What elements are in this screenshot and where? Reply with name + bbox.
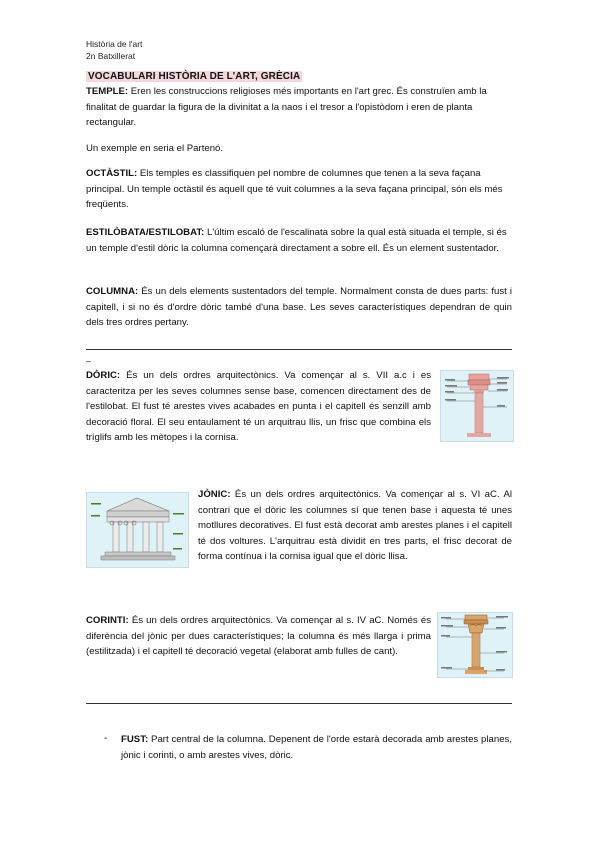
term-jonic: JÒNIC:	[198, 489, 231, 500]
definition-columna: És un dels elements sustentadors del temple. Normalment consta de dues parts: fust i capitell, i si no és d'ordre dòric també d'una base. Les seves característiques dependran de quin dels tres ordres pertany.	[86, 286, 512, 328]
entry-jonic	[198, 487, 512, 565]
entry-estilobata	[86, 225, 512, 256]
corinthian-order-diagram	[437, 612, 513, 678]
term-estilobata: ESTILÒBATA/ESTILOBAT:	[86, 227, 205, 238]
entry-columna	[86, 284, 512, 331]
entry-doric	[86, 368, 431, 446]
entry-octastil	[86, 166, 512, 213]
term-temple: TEMPLE:	[86, 86, 129, 97]
term-columna: COLUMNA:	[86, 286, 139, 297]
definition-doric: És un dels ordres arquitectònics. Va començar al s. VII a.c i es caracteritza per les seves columnes sense base, comencen directament des de l'estilobat. El fust té arestes vives acabades en punta i el capitell és senzill amb decoració floral. El seu entaulament té un arquitrau llis, un frisc que combina els tríglifs amb les mètopes i la cornisa.	[86, 370, 431, 443]
ionic-temple-illustration	[87, 493, 188, 567]
definition-fust: Part central de la columna. Depenent de l'orde estarà decorada amb arestes planes, jònic i corinti, o amb arestes vives, dòric.	[121, 734, 512, 761]
definition-corinti: És un dels ordres arquitectònics. Va començar al s. IV aC. Només és diferència del jònic per dues característiques; la columna és més llarga i prima (estilitzada) i el capitell té decoració vegetal (elaborat amb fulles de cant).	[86, 615, 431, 657]
ionic-order-diagram	[86, 492, 189, 568]
header-subject: Història de l'art	[86, 39, 143, 49]
separator-line-1	[86, 349, 512, 350]
doric-order-diagram	[440, 370, 514, 442]
term-octastil: OCTÀSTIL:	[86, 168, 138, 179]
document-header	[86, 38, 142, 62]
separator-line-2	[86, 703, 512, 704]
term-corinti: CORINTI:	[86, 615, 129, 626]
entry-temple	[86, 84, 512, 131]
term-doric: DÒRIC:	[86, 370, 121, 381]
bullet-dash: -	[104, 733, 108, 744]
header-course: 2n Batxillerat	[86, 51, 136, 61]
definition-temple: Eren les construccions religioses més importants en l'art grec. És construïen amb la finalitat de guardar la figura de la divinitat a la naos i el tresor a l'opistòdom i eren de planta rectangular.	[86, 86, 487, 128]
definition-jonic: És un dels ordres arquitectònics. Va començar al s. VI aC. Al contrari que el dòric les columnes sí que tenen base i aquesta té unes motllures decoratives. El fust està decorat amb arestes planes i el capitell té dos voltures. L'arquitrau està dividit en tres parts, el frisc decorat de forma contínua i la cornisa igual que el dòric llisa.	[198, 489, 512, 562]
doric-column-illustration	[441, 371, 513, 441]
definition-estilobata: L'últim escaló de l'escalinata sobre la qual està situada el temple, si és un temple d'estil dòric la columna començarà directament a sobre ell. És un element sustentador.	[86, 227, 507, 254]
page-title: VOCABULARI HISTÒRIA DE L'ART, GRÈCIA	[88, 71, 301, 82]
separator-dash: _	[86, 352, 92, 362]
definition-octastil: Els temples es classifiquen pel nombre de columnes que tenen a la seva façana principal. Un temple octàstil és aquell que té vuit columnes a la seva façana principal, són els més freqüents.	[86, 168, 503, 210]
entry-corinti	[86, 613, 431, 660]
term-fust: FUST:	[121, 734, 149, 745]
corinthian-column-illustration	[438, 613, 512, 677]
entry-fust	[121, 732, 512, 763]
example-text: Un exemple en seria el Partenó.	[86, 143, 224, 154]
